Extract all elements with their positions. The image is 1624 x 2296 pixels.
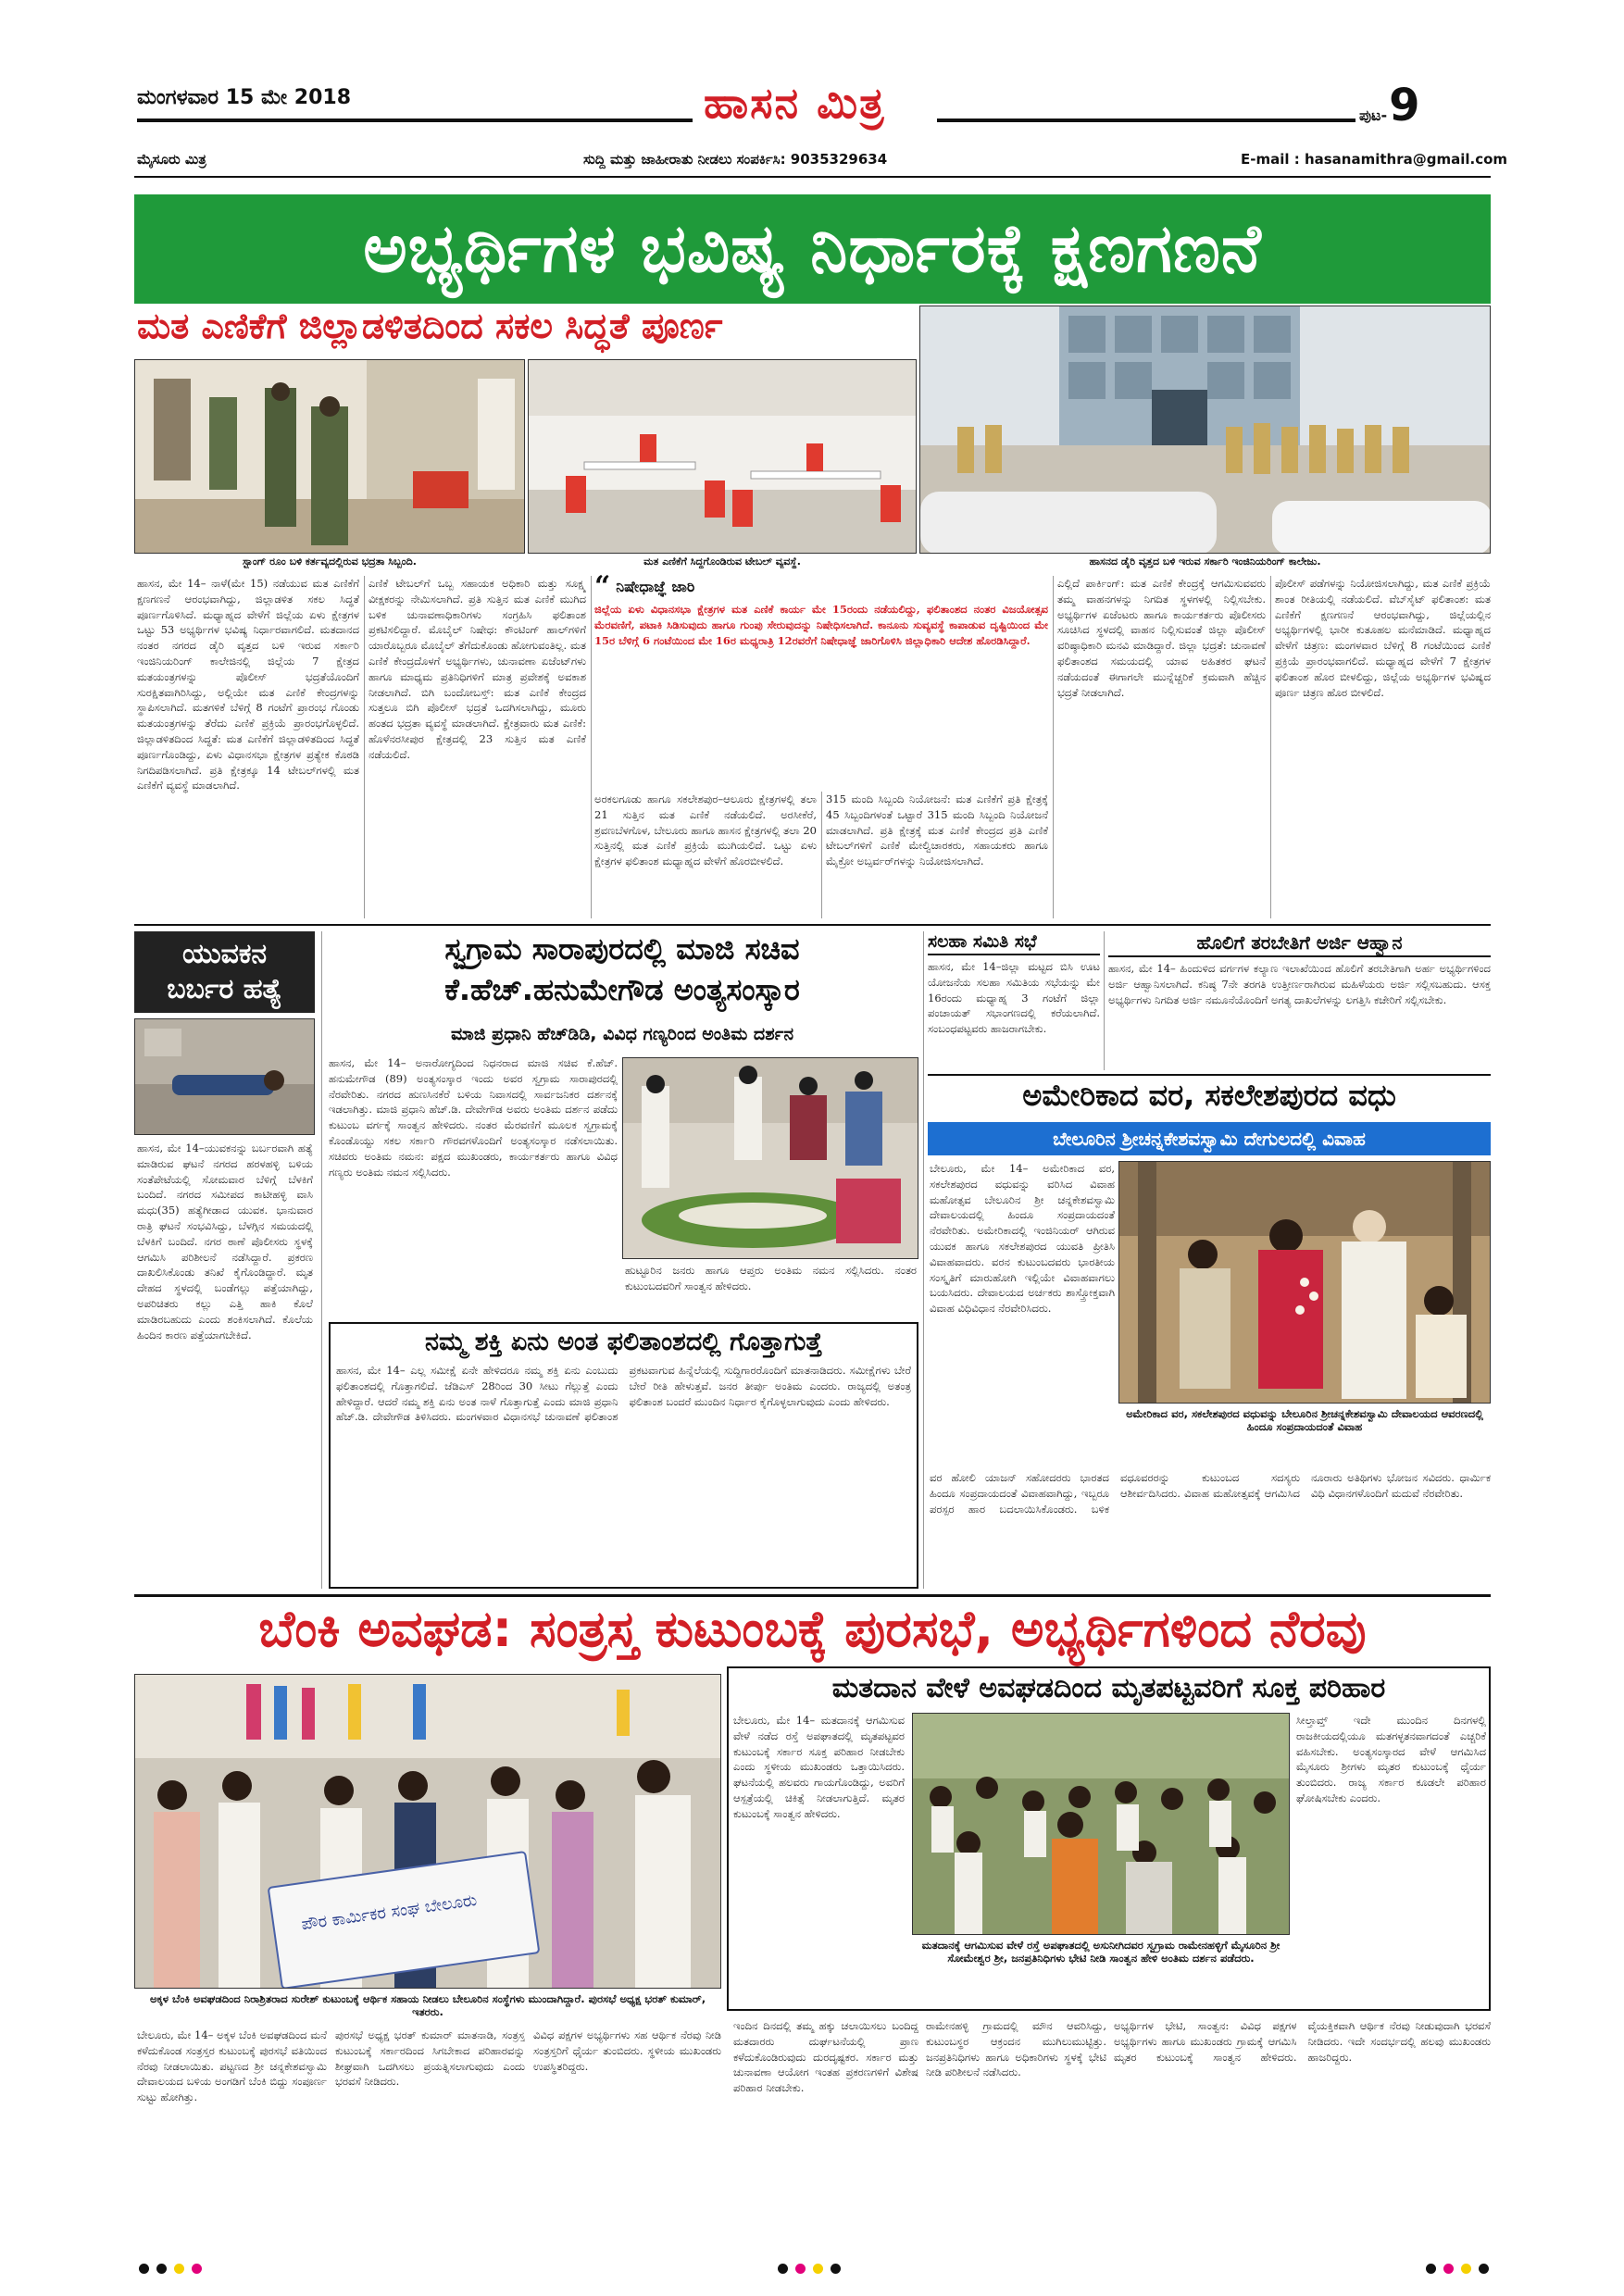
dot-yellow-3 bbox=[1461, 2264, 1471, 2274]
shakti-text: ಹಾಸನ, ಮೇ 14– ಎಲ್ಲ ಸಮೀಕ್ಷೆ ಏನೇ ಹೇಳಿದರೂ ನಮ್ಮ ಶಕ್ತಿ ಏನು ಎಂಬುದು ಫಲಿತಾಂಶದಲ್ಲಿ ಗೊತ್ತಾಗಲಿದೆ. ಜೆಡಿಎಸ್ 28ರಿಂದ 30 ಸೀಟು ಗೆಲ್ಲುತ್ತೆ ಎಂದು ಹೇಳಿದ್ದಾರೆ. ಆದರೆ ನಮ್ಮ ಶಕ್ತಿ ಏನು ಅಂತ ನಾಳೆ ಗೊತ್ತಾಗುತ್ತೆ ಎಂದು ಮಾಜಿ ಪ್ರಧಾನಿ ಹೆಚ್.ಡಿ. ದೇವೇಗೌಡ ತಿಳಿಸಿದರು. ಮಂಗಳವಾರ ವಿಧಾನಸಭೆ ಚುನಾವಣೆ ಫಲಿತಾಂಶ ಪ್ರಕಟವಾಗುವ ಹಿನ್ನೆಲೆಯಲ್ಲಿ ಸುದ್ದಿಗಾರರೊಂದಿಗೆ ಮಾತನಾಡಿದರು. ಸಮೀಕ್ಷೆಗಳು ಬೇರೆ ಬೇರೆ ರೀತಿ ಹೇಳುತ್ತವೆ. ಜನರ ತೀರ್ಪು ಅಂತಿಮ ಎಂದರು. ರಾಜ್ಯದಲ್ಲಿ ಅತಂತ್ರ ಫಲಿತಾಂಶ ಬಂದರೆ ಮುಂದಿನ ನಿರ್ಧಾರ ಕೈಗೊಳ್ಳಲಾಗುವುದು ಎಂದು ಹೇಳಿದರು. bbox=[336, 1364, 911, 1424]
compensation-photo bbox=[912, 1713, 1290, 1935]
holige-title: ಹೊಲಿಗೆ ತರಬೇತಿಗೆ ಅರ್ಜಿ ಆಹ್ವಾನ bbox=[1108, 931, 1491, 957]
shakti-title: ನಮ್ಮ ಶಕ್ತಿ ಏನು ಅಂತ ಫಲಿತಾಂಶದಲ್ಲಿ ಗೊತ್ತಾಗುತ್ತೆ bbox=[424, 1328, 823, 1356]
email-line: E-mail : hasanamithra@gmail.com bbox=[1241, 151, 1508, 168]
wedding-photo bbox=[1118, 1161, 1491, 1404]
registration-dots-left bbox=[139, 2264, 202, 2274]
wedding-subhead-bar bbox=[928, 1122, 1491, 1155]
dot-black-3 bbox=[778, 2264, 788, 2274]
fire-banner-headline: ಬೆಂಕಿ ಅವಘಡ: ಸಂತ್ರಸ್ತ ಕುಟುಂಬಕ್ಕೆ ಪುರಸಭೆ, ಅಭ್ಯರ್ಥಿಗಳಿಂದ ನೆರವು bbox=[258, 1600, 1367, 1658]
funeral-text: ಹಾಸನ, ಮೇ 14– ಅನಾರೋಗ್ಯದಿಂದ ನಿಧನರಾದ ಮಾಜಿ ಸಚಿವ ಕೆ.ಹೆಚ್. ಹನುಮೇಗೌಡ (89) ಅಂತ್ಯಸಂಸ್ಕಾರ ಇಂದು ಅವರ ಸ್ವಗ್ರಾಮ ಸಾರಾಪುರದಲ್ಲಿ ನೆರವೇರಿತು. ನಗರದ ಹುಣಸಿನಕೆರೆ ಬಳಿಯ ನಿವಾಸದಲ್ಲಿ ಸಾರ್ವಜನಿಕರ ದರ್ಶನಕ್ಕೆ ಇಡಲಾಗಿತ್ತು. ಮಾಜಿ ಪ್ರಧಾನಿ ಹೆಚ್.ಡಿ. ದೇವೇಗೌಡ ಅವರು ಅಂತಿಮ ದರ್ಶನ ಪಡೆದು ಕುಟುಂಬ ವರ್ಗಕ್ಕೆ ಸಾಂತ್ವನ ಹೇಳಿದರು. ನಂತರ ಮೆರವಣಿಗೆ ಮೂಲಕ ಸ್ವಗ್ರಾಮಕ್ಕೆ ಕೊಂಡೊಯ್ದು ಸಕಲ ಸರ್ಕಾರಿ ಗೌರವಗಳೊಂದಿಗೆ ಅಂತ್ಯಸಂಸ್ಕಾರ ನಡೆಸಲಾಯಿತು. ಸಚಿವರು ಅಂತಿಮ ನಮನ: ಪಕ್ಷದ ಮುಖಂಡರು, ಕಾರ್ಯಕರ್ತರು ಹಾಗೂ ವಿವಿಧ ಗಣ್ಯರು ಅಂತಿಮ ನಮನ ಸಲ್ಲಿಸಿದರು. bbox=[329, 1056, 618, 1179]
salaha-title: ಸಲಹಾ ಸಮಿತಿ ಸಭೆ bbox=[928, 931, 1100, 955]
strong-room-caption: ಸ್ಟ್ರಾಂಗ್ ರೂಂ ಬಳಿ ಕರ್ತವ್ಯದಲ್ಲಿರುವ ಭದ್ರತಾ ಸಿಬ್ಬಂದಿ. bbox=[243, 555, 417, 568]
murder-scene-illustration bbox=[135, 1019, 315, 1135]
holige-box bbox=[1108, 931, 1491, 1070]
murder-title-line-1: ಯುವಕನ bbox=[181, 938, 268, 970]
murder-title-line-2: ಬರ್ಬರ ಹತ್ಯೆ bbox=[167, 973, 282, 1005]
holige-text: ಹಾಸನ, ಮೇ 14– ಹಿಂದುಳಿದ ವರ್ಗಗಳ ಕಲ್ಯಾಣ ಇಲಾಖೆಯಿಂದ ಹೊಲಿಗೆ ತರಬೇತಿಗಾಗಿ ಅರ್ಹ ಅಭ್ಯರ್ಥಿಗಳಿಂದ ಅರ್ಜಿ ಆಹ್ವಾನಿಸಲಾಗಿದೆ. ಕನಿಷ್ಠ 7ನೇ ತರಗತಿ ಉತ್ತೀರ್ಣರಾಗಿರುವ ಮಹಿಳೆಯರು ಅರ್ಜಿ ಸಲ್ಲಿಸಬಹುದು. ಆಸಕ್ತ ಅಭ್ಯರ್ಥಿಗಳು ನಿಗದಿತ ಅರ್ಜಿ ನಮೂನೆಯೊಂದಿಗೆ ಅಗತ್ಯ ದಾಖಲೆಗಳನ್ನು ಲಗತ್ತಿಸಿ ಕಚೇರಿಗೆ ಸಲ್ಲಿಸಬೇಕು. bbox=[1108, 962, 1491, 1006]
comp-text-2: ಸೀಲ್ತಾವ್ತ್ ಇದೇ ಮುಂದಿನ ದಿನಗಳಲ್ಲಿ ರಾಜಕೀಯದಲ್ಲಿಯೂ ಮತಗಳ್ಳತನವಾಗದಂತೆ ಎಚ್ಚರಿಕೆ ವಹಿಸಬೇಕು. ಅಂತ್ಯಸಂಸ್ಕಾರದ ವೇಳೆ ಆಗಮಿಸಿದ ಮೈಸೂರು ಶ್ರೀಗಳು ಮೃತರ ಕುಟುಂಬಕ್ಕೆ ಧೈರ್ಯ ತುಂಬಿದರು. ರಾಜ್ಯ ಸರ್ಕಾರ ಕೂಡಲೇ ಪರಿಹಾರ ಘೋಷಿಸಬೇಕು ಎಂದರು. bbox=[1296, 1714, 1486, 1804]
registration-dots-center bbox=[778, 2264, 841, 2274]
dot-yellow bbox=[174, 2264, 184, 2274]
lead-column-2: ಎಣಿಕೆ ಟೇಬಲ್‌ಗೆ ಒಬ್ಬ ಸಹಾಯಕ ಅಧಿಕಾರಿ ಮತ್ತು ಸೂಕ್ಷ್ಮ ವೀಕ್ಷಕರನ್ನು ನೇಮಿಸಲಾಗಿದೆ. ಪ್ರತಿ ಸುತ್ತಿನ ಮತ ಎಣಿಕೆ ಮುಗಿದ ಬಳಿಕ ಚುನಾವಣಾಧಿಕಾರಿಗಳು ಸಂಗ್ರಹಿಸಿ ಫಲಿತಾಂಶ ಪ್ರಕಟಿಸಲಿದ್ದಾರೆ. ಮೊಬೈಲ್ ನಿಷೇಧ: ಕೌಂಟಿಂಗ್ ಹಾಲ್‌ಗಳಿಗೆ ಯಾರೊಬ್ಬರೂ ಮೊಬೈಲ್ ತೆಗೆದುಕೊಂಡು ಹೋಗುವಂತಿಲ್ಲ. ಮತ ಎಣಿಕೆ ಕೇಂದ್ರದೊಳಗೆ ಅಭ್ಯರ್ಥಿಗಳು, ಚುನಾವಣಾ ಏಜೆಂಟ್‌ಗಳು ಹಾಗೂ ಮಾಧ್ಯಮ ಪ್ರತಿನಿಧಿಗಳಿಗೆ ಮಾತ್ರ ಪ್ರವೇಶಕ್ಕೆ ಅವಕಾಶ ನೀಡಲಾಗಿದೆ. ಬಿಗಿ ಬಂದೋಬಸ್ತ್: ಮತ ಎಣಿಕೆ ಕೇಂದ್ರದ ಸುತ್ತಲೂ ಬಿಗಿ ಪೊಲೀಸ್ ಭದ್ರತೆ ಒದಗಿಸಲಾಗಿದ್ದು, ಮೂರು ಹಂತದ ಭದ್ರತಾ ವ್ಯವಸ್ಥೆ ಮಾಡಲಾಗಿದೆ. ಕ್ಷೇತ್ರವಾರು ಮತ ಎಣಿಕೆ: ಹೊಳೆನರಸೀಪುರ ಕ್ಷೇತ್ರದಲ್ಲಿ 23 ಸುತ್ತಿನ ಮತ ಎಣಿಕೆ ನಡೆಯಲಿದೆ. bbox=[369, 577, 586, 761]
wedding-title: ಅಮೇರಿಕಾದ ವರ, ಸಕಲೇಶಪುರದ ವಧು bbox=[1022, 1078, 1396, 1113]
bottom-section-rule bbox=[134, 1594, 1491, 1597]
wedding-text-2: ವರ ಹೋಲಿ ಯಾಜನ್ ಸಹೋದರರು ಭಾರತದ ಹಿಂದೂ ಸಂಪ್ರದಾಯದಂತೆ ವಿವಾಹವಾಗಿದ್ದು, ಇಬ್ಬರೂ ಪರಸ್ಪರ ಹಾರ ಬದಲಾಯಿಸಿಕೊಂಡರು. ಬಳಿಕ ವಧೂವರರನ್ನು ಕುಟುಂಬದ ಸದಸ್ಯರು ಆಶೀರ್ವದಿಸಿದರು. ವಿವಾಹ ಮಹೋತ್ಸವಕ್ಕೆ ಆಗಮಿಸಿದ ನೂರಾರು ಅತಿಥಿಗಳು ಭೋಜನ ಸವಿದರು. ಧಾರ್ಮಿಕ ವಿಧಿ ವಿಧಾನಗಳೊಂದಿಗೆ ಮದುವೆ ನೆರವೇರಿತು. bbox=[930, 1471, 1491, 1516]
counting-tables-photo bbox=[528, 359, 917, 554]
masthead-bottom-rule bbox=[134, 176, 1491, 178]
lead-banner bbox=[134, 194, 1491, 304]
comp-text-3: ಇಂದಿನ ದಿನದಲ್ಲಿ ತಮ್ಮ ಹಕ್ಕು ಚಲಾಯಿಸಲು ಬಂದಿದ್ದ ಮತದಾರರು ದುರ್ಘಟನೆಯಲ್ಲಿ ಪ್ರಾಣ ಕಳೆದುಕೊಂಡಿರುವುದು ದುರದೃಷ್ಟಕರ. ಸರ್ಕಾರ ಮತ್ತು ಚುನಾವಣಾ ಆಯೋಗ ಇಂತಹ ಪ್ರಕರಣಗಳಿಗೆ ವಿಶೇಷ ಪರಿಹಾರ ನೀಡಬೇಕು. bbox=[733, 2019, 918, 2095]
lead-col-divider-4 bbox=[1053, 576, 1054, 918]
lead-column-1: ಹಾಸನ, ಮೇ 14– ನಾಳೆ(ಮೇ 15) ನಡೆಯುವ ಮತ ಎಣಿಕೆಗೆ ಕ್ಷಣಗಣನೆ ಆರಂಭವಾಗಿದ್ದು, ಜಿಲ್ಲಾಡಳಿತ ಸಕಲ ಸಿದ್ಧತೆ ಪೂರ್ಣಗೊಳಿಸಿದೆ. ಮಧ್ಯಾಹ್ನದ ವೇಳೆಗೆ ಜಿಲ್ಲೆಯ ಏಳು ಕ್ಷೇತ್ರಗಳ ಒಟ್ಟು 53 ಅಭ್ಯರ್ಥಿಗಳ ಭವಿಷ್ಯ ನಿರ್ಧಾರವಾಗಲಿದೆ. ಮತದಾನದ ನಂತರ ನಗರದ ಡೈರಿ ವೃತ್ತದ ಬಳಿ ಇರುವ ಸರ್ಕಾರಿ ಇಂಜಿನಿಯರಿಂಗ್ ಕಾಲೇಜಿನಲ್ಲಿ ಜಿಲ್ಲೆಯ 7 ಕ್ಷೇತ್ರದ ಮತಯಂತ್ರಗಳನ್ನು ಪೊಲೀಸ್ ಭದ್ರತೆಯೊಂದಿಗೆ ಸುರಕ್ಷಿತವಾಗಿರಿಸಿದ್ದು, ಅಲ್ಲಿಯೇ ಮತ ಎಣಿಕೆ ಕೇಂದ್ರಗಳನ್ನು ಸ್ಥಾಪಿಸಲಾಗಿದೆ. ಮತಗಳಿಕೆ ಬೆಳಿಗ್ಗೆ 8 ಗಂಟೆಗೆ ಪ್ರಾರಂಭ ಗೊಂಡು ಮತಯಂತ್ರಗಳನ್ನು ತೆರೆದು ಎಣಿಕೆ ಪ್ರಕ್ರಿಯೆ ಪ್ರಾರಂಭಗೊಳ್ಳಲಿದೆ. ಜಿಲ್ಲಾಡಳಿತದಿಂದ ಸಿದ್ಧತೆ: ಮತ ಎಣಿಕೆಗೆ ಜಿಲ್ಲಾಡಳಿತದಿಂದ ಸಿದ್ಧತೆ ಪೂರ್ಣಗೊಂಡಿದ್ದು, ಏಳು ವಿಧಾನಸಭಾ ಕ್ಷೇತ್ರಗಳ ಪ್ರತ್ಯೇಕ ಕೊಠಡಿ ನಿಗದಿಪಡಿಸಲಾಗಿದೆ. ಪ್ರತಿ ಕ್ಷೇತ್ರಕ್ಕೂ 14 ಟೇಬಲ್‌ಗಳಲ್ಲಿ ಮತ ಎಣಿಕೆಗೆ ವ್ಯವಸ್ಥೆ ಮಾಡಲಾಗಿದೆ. bbox=[137, 577, 359, 792]
prohibitory-order-text: ಜಿಲ್ಲೆಯ ಏಳು ವಿಧಾನಸಭಾ ಕ್ಷೇತ್ರಗಳ ಮತ ಎಣಿಕೆ ಕಾರ್ಯ ಮೇ 15ರಂದು ನಡೆಯಲಿದ್ದು, ಫಲಿತಾಂಶದ ನಂತರ ವಿಜಯೋತ್ಸವ ಮೆರವಣಿಗೆ, ಪಟಾಕಿ ಸಿಡಿಸುವುದು ಹಾಗೂ ಗುಂಪು ಸೇರುವುದನ್ನು ನಿಷೇಧಿಸಲಾಗಿದೆ. ಕಾನೂನು ಸುವ್ಯವಸ್ಥೆ ಕಾಪಾಡುವ ದೃಷ್ಟಿಯಿಂದ ಮೇ 15ರ ಬೆಳಿಗ್ಗೆ 6 ಗಂಟೆಯಿಂದ ಮೇ 16ರ ಮಧ್ಯರಾತ್ರಿ 12ರವರೆಗೆ ನಿಷೇಧಾಜ್ಞೆ ಜಾರಿಗೊಳಿಸಿ ಜಿಲ್ಲಾಧಿಕಾರಿ ಆದೇಶ ಹೊರಡಿಸಿದ್ದಾರೆ. bbox=[594, 603, 1048, 647]
counting-tables-caption: ಮತ ಎಣಿಕೆಗೆ ಸಿದ್ಧಗೊಂಡಿರುವ ಟೇಬಲ್ ವ್ಯವಸ್ಥೆ. bbox=[643, 555, 801, 568]
prohibitory-order-title: ನಿಷೇಧಾಜ್ಞೆ ಜಾರಿ bbox=[616, 578, 695, 595]
salaha-text: ಹಾಸನ, ಮೇ 14–ಜಿಲ್ಲಾ ಮಟ್ಟದ ಬಿಸಿ ಊಟ ಯೋಜನೆಯ ಸಲಹಾ ಸಮಿತಿಯ ಸಭೆಯನ್ನು ಮೇ 16ರಂದು ಮಧ್ಯಾಹ್ನ 3 ಗಂಟೆಗೆ ಜಿಲ್ಲಾ ಪಂಚಾಯತ್ ಸಭಾಂಗಣದಲ್ಲಿ ಕರೆಯಲಾಗಿದೆ. ಸಂಬಂಧಪಟ್ಟವರು ಹಾಜರಾಗಬೇಕು. bbox=[928, 960, 1100, 1036]
strong-room-photo bbox=[134, 359, 525, 554]
page-number: 9 bbox=[1389, 80, 1420, 131]
college-illustration bbox=[920, 306, 1491, 554]
page-label: ಪುಟ- bbox=[1359, 106, 1388, 124]
lead-column-6: ಪೊಲೀಸ್ ಪಡೆಗಳನ್ನು ನಿಯೋಜಿಸಲಾಗಿದ್ದು, ಮತ ಎಣಿಕೆ ಪ್ರಕ್ರಿಯೆ ಶಾಂತ ರೀತಿಯಲ್ಲಿ ನಡೆಯಲಿದೆ. ವೆಬ್‌ಸೈಟ್ ಫಲಿತಾಂಶ: ಮತ ಎಣಿಕೆಗೆ ಕ್ಷಣಗಣನೆ ಆರಂಭವಾಗಿದ್ದು, ಜಿಲ್ಲೆಯಲ್ಲಿನ ಅಭ್ಯರ್ಥಿಗಳಲ್ಲಿ ಭಾರೀ ಕುತೂಹಲ ಮನೆಮಾಡಿದೆ. ಮಧ್ಯಾಹ್ನದ ವೇಳೆಗೆ ಚಿತ್ರಣ: ಮಂಗಳವಾರ ಬೆಳಿಗ್ಗೆ 8 ಗಂಟೆಯಿಂದ ಎಣಿಕೆ ಪ್ರಕ್ರಿಯೆ ಪ್ರಾರಂಭವಾಗಲಿದೆ. ಮಧ್ಯಾಹ್ನದ ವೇಳೆಗೆ 7 ಕ್ಷೇತ್ರಗಳ ಫಲಿತಾಂಶ ಹೊರ ಬೀಳಲಿದ್ದು, ಜಿಲ್ಲೆಯ ಅಭ್ಯರ್ಥಿಗಳ ಭವಿಷ್ಯದ ಪೂರ್ಣ ಚಿತ್ರಣ ಹೊರ ಬೀಳಲಿದೆ. bbox=[1275, 577, 1491, 699]
lead-column-3: ಅರಕಲಗೂಡು ಹಾಗೂ ಸಕಲೇಶಪುರ–ಆಲೂರು ಕ್ಷೇತ್ರಗಳಲ್ಲಿ ತಲಾ 21 ಸುತ್ತಿನ ಮತ ಎಣಿಕೆ ನಡೆಯಲಿದೆ. ಅರಸೀಕೆರೆ, ಶ್ರವಣಬೆಳಗೊಳ, ಬೇಲೂರು ಹಾಗೂ ಹಾಸನ ಕ್ಷೇತ್ರಗಳಲ್ಲಿ ತಲಾ 20 ಸುತ್ತಿನಲ್ಲಿ ಮತ ಎಣಿಕೆ ಪ್ರಕ್ರಿಯೆ ಮುಗಿಯಲಿದೆ. ಒಟ್ಟು ಏಳು ಕ್ಷೇತ್ರಗಳ ಫಲಿತಾಂಶ ಮಧ್ಯಾಹ್ನದ ವೇಳೆಗೆ ಹೊರಬೀಳಲಿದೆ. bbox=[594, 792, 817, 868]
murder-divider bbox=[321, 931, 322, 1589]
dot-black-5 bbox=[1426, 2264, 1436, 2274]
compensation-illustration bbox=[913, 1714, 1290, 1935]
lead-column-4-text: 315 ಮಂದಿ ಸಿಬ್ಬಂದಿ ನಿಯೋಜನೆ: ಮತ ಎಣಿಕೆಗೆ ಪ್ರತಿ ಕ್ಷೇತ್ರಕ್ಕೆ 45 ಸಿಬ್ಬಂದಿಗಳಂತೆ ಒಟ್ಟಾರೆ 315 ಮಂದಿ ಸಿಬ್ಬಂದಿ ನಿಯೋಜನೆ ಮಾಡಲಾಗಿದೆ. ಪ್ರತಿ ಕ್ಷೇತ್ರಕ್ಕೆ ಮತ ಎಣಿಕೆ ಕೇಂದ್ರದ ಪ್ರತಿ ಎಣಿಕೆ ಟೇಬಲ್‌ಗಳಿಗೆ ಎಣಿಕೆ ಮೇಲ್ವಿಚಾರಕರು, ಸಹಾಯಕರು ಹಾಗೂ ಮೈಕ್ರೋ ಅಬ್ಸರ್ವರ್‌ಗಳನ್ನು ನಿಯೋಜಿಸಲಾಗಿದೆ. bbox=[826, 792, 1048, 868]
lead-column-5: ಎಲ್ಲಿದೆ ಪಾರ್ಕಿಂಗ್: ಮತ ಎಣಿಕೆ ಕೇಂದ್ರಕ್ಕೆ ಆಗಮಿಸುವವರು ತಮ್ಮ ವಾಹನಗಳನ್ನು ನಿಗದಿತ ಸ್ಥಳಗಳಲ್ಲಿ ನಿಲ್ಲಿಸಬೇಕು. ಅಭ್ಯರ್ಥಿಗಳ ಏಜೆಂಟರು ಹಾಗೂ ಕಾರ್ಯಕರ್ತರು ಪೊಲೀಸರು ಸೂಚಿಸಿದ ಸ್ಥಳದಲ್ಲಿ ವಾಹನ ನಿಲ್ಲಿಸುವಂತೆ ಜಿಲ್ಲಾ ಪೊಲೀಸ್ ವರಿಷ್ಠಾಧಿಕಾರಿ ಮನವಿ ಮಾಡಿದ್ದಾರೆ. ಜಿಲ್ಲಾ ಭದ್ರತೆ: ಚುನಾವಣೆ ಫಲಿತಾಂಶದ ಸಮಯದಲ್ಲಿ ಯಾವ ಅಹಿತಕರ ಘಟನೆ ನಡೆಯದಂತೆ ಈಗಾಗಲೇ ಮುನ್ನೆಚ್ಚರಿಕೆ ಕ್ರಮವಾಗಿ ಹೆಚ್ಚಿನ ಭದ್ರತೆ ನೀಡಲಾಗಿದೆ. bbox=[1057, 577, 1266, 699]
murder-title-box bbox=[134, 931, 315, 1013]
wedding-illustration bbox=[1119, 1162, 1491, 1404]
engineering-college-caption: ಹಾಸನದ ಡೈರಿ ವೃತ್ತದ ಬಳಿ ಇರುವ ಸರ್ಕಾರಿ ಇಂಜಿನಿಯರಿಂಗ್ ಕಾಲೇಜು. bbox=[1089, 555, 1321, 568]
fire-text-2: ಪುರಸಭೆ ಅಧ್ಯಕ್ಷ ಭರತ್ ಕುಮಾರ್ ಮಾತನಾಡಿ, ಸಂತ್ರಸ್ತ ಕುಟುಂಬಕ್ಕೆ ಸರ್ಕಾರದಿಂದ ಸಿಗಬೇಕಾದ ಪರಿಹಾರವನ್ನು ಶೀಘ್ರವಾಗಿ ಒದಗಿಸಲು ಪ್ರಯತ್ನಿಸಲಾಗುವುದು ಎಂದು ಭರವಸೆ ನೀಡಿದರು. bbox=[335, 2028, 525, 2089]
wedding-top-rule bbox=[928, 1074, 1491, 1076]
lead-col-divider-1 bbox=[364, 576, 365, 918]
quote-icon: “ bbox=[594, 570, 611, 603]
lead-subhead: ಮತ ಎಣಿಕೆಗೆ ಜಿಲ್ಲಾಡಳಿತದಿಂದ ಸಕಲ ಸಿದ್ಧತೆ ಪೂರ್ಣ bbox=[137, 306, 723, 346]
masthead-date: ಮಂಗಳವಾರ 15 ಮೇ 2018 bbox=[137, 86, 352, 109]
dot-black-2 bbox=[156, 2264, 167, 2274]
comp-text-5: ಅಭ್ಯರ್ಥಿಗಳ ಭೇಟಿ, ಸಾಂತ್ವನ: ವಿವಿಧ ಪಕ್ಷಗಳ ಅಭ್ಯರ್ಥಿಗಳು ಹಾಗೂ ಮುಖಂಡರು ಗ್ರಾಮಕ್ಕೆ ಆಗಮಿಸಿ ಮೃತರ ಕುಟುಂಬಕ್ಕೆ ಸಾಂತ್ವನ ಹೇಳಿದರು. ವೈಯಕ್ತಿಕವಾಗಿ ಆರ್ಥಿಕ ನೆರವು ನೀಡುವುದಾಗಿ ಭರವಸೆ ನೀಡಿದರು. ಇದೇ ಸಂದರ್ಭದಲ್ಲಿ ಹಲವು ಮುಖಂಡರು ಹಾಜರಿದ್ದರು. bbox=[1114, 2019, 1491, 2064]
funeral-photo bbox=[622, 1057, 918, 1259]
edition-name: ಮೈಸೂರು ಮಿತ್ರ bbox=[137, 151, 206, 168]
compensation-caption: ಮತದಾನಕ್ಕೆ ಆಗಮಿಸುವ ವೇಳೆ ರಸ್ತೆ ಅಪಘಾತದಲ್ಲಿ ಅಸುನೀಗಿದವರ ಸ್ವಗ್ರಾಮ ರಾಮೇನಹಳ್ಳಿಗೆ ಮೈಸೂರಿನ ಶ್ರೀ ಸೋಮೇಶ್ವರ ಶ್ರೀ, ಜನಪ್ರತಿನಿಧಿಗಳು ಭೇಟಿ ನೀಡಿ ಸಾಂತ್ವನ ಹೇಳಿ ಅಂತಿಮ ದರ್ಶನ ಪಡೆದರು. bbox=[921, 1939, 1280, 1965]
contact-line: ಸುದ್ದಿ ಮತ್ತು ಜಾಹೀರಾತು ನೀಡಲು ಸಂಪರ್ಕಿಸಿ: 9035329634 bbox=[583, 151, 888, 168]
engineering-college-photo bbox=[919, 306, 1491, 554]
dot-black bbox=[139, 2264, 149, 2274]
lead-col-divider-2 bbox=[591, 576, 592, 918]
shakti-box bbox=[329, 1322, 918, 1589]
fire-text-1: ಬೇಲೂರು, ಮೇ 14– ಅಕ್ಕಳ ಬೆಂಕಿ ಅವಘಡದಿಂದ ಮನೆ ಕಳೆದುಕೊಂಡ ಸಂತ್ರಸ್ತರ ಕುಟುಂಬಕ್ಕೆ ಪುರಸಭೆ ವತಿಯಿಂದ ನೆರವು ನೀಡಲಾಯಿತು. ಪಟ್ಟಣದ ಶ್ರೀ ಚನ್ನಕೇಶವಸ್ವಾಮಿ ದೇವಾಲಯದ ಬಳಿಯ ಅಂಗಡಿಗೆ ಬೆಂಕಿ ಬಿದ್ದು ಸಂಪೂರ್ಣ ಸುಟ್ಟು ಹೋಗಿತ್ತು. bbox=[137, 2028, 327, 2104]
dot-magenta-2 bbox=[795, 2264, 806, 2274]
murder-text: ಹಾಸನ, ಮೇ 14–ಯುವಕನನ್ನು ಬರ್ಬರವಾಗಿ ಹತ್ಯೆ ಮಾಡಿರುವ ಘಟನೆ ನಗರದ ಹರಳಹಳ್ಳಿ ಬಳಿಯ ಸಂತೆಪೇಟೆಯಲ್ಲಿ ಸೋಮವಾರ ಬೆಳಿಗ್ಗೆ ಬೆಳಕಿಗೆ ಬಂದಿದೆ. ನಗರದ ಸಮೀಪದ ಕಾಟೀಹಳ್ಳಿ ವಾಸಿ ಮಧು(35) ಹತ್ಯೆಗೀಡಾದ ಯುವಕ. ಭಾನುವಾರ ರಾತ್ರಿ ಘಟನೆ ಸಂಭವಿಸಿದ್ದು, ಬೆಳಗ್ಗಿನ ಸಮಯದಲ್ಲಿ ಬೆಳಕಿಗೆ ಬಂದಿದೆ. ನಗರ ಠಾಣೆ ಪೊಲೀಸರು ಸ್ಥಳಕ್ಕೆ ಆಗಮಿಸಿ ಪರಿಶೀಲನೆ ನಡೆಸಿದ್ದಾರೆ. ಪ್ರಕರಣ ದಾಖಲಿಸಿಕೊಂಡು ತನಿಖೆ ಕೈಗೊಂಡಿದ್ದಾರೆ. ಮೃತ ದೇಹದ ಸ್ಥಳದಲ್ಲಿ ಬಂಡೆಗಲ್ಲು ಪತ್ತೆಯಾಗಿದ್ದು, ಅಪರಿಚಿತರು ಕಲ್ಲು ಎತ್ತಿ ಹಾಕಿ ಕೊಲೆ ಮಾಡಿರಬಹುದು ಎಂದು ಶಂಕಿಸಲಾಗಿದೆ. ಕೊಲೆಯ ಹಿಂದಿನ ಕಾರಣ ಪತ್ತೆಯಾಗಬೇಕಿದೆ. bbox=[137, 1142, 313, 1341]
compensation-title: ಮತದಾನ ವೇಳೆ ಅವಘಡದಿಂದ ಮೃತಪಟ್ಟವರಿಗೆ ಸೂಕ್ತ ಪರಿಹಾರ bbox=[831, 1672, 1386, 1704]
paper-name-logo: ಹಾಸನ ಮಿತ್ರ bbox=[704, 78, 886, 128]
funeral-illustration bbox=[623, 1058, 918, 1259]
counting-tables-illustration bbox=[529, 360, 917, 554]
fire-relief-photo bbox=[134, 1674, 721, 1989]
banner-text-in-photo: ಪೌರ ಕಾರ್ಮಿಕರ ಸಂಘ ಬೇಲೂರು bbox=[300, 1890, 479, 1935]
funeral-title-line-2: ಕೆ.ಹೆಚ್.ಹನುಮೇಗೌಡ ಅಂತ್ಯಸಂಸ್ಕಾರ bbox=[444, 972, 800, 1007]
page-number-block bbox=[1359, 80, 1420, 131]
fire-text-3: ವಿವಿಧ ಪಕ್ಷಗಳ ಅಭ್ಯರ್ಥಿಗಳು ಸಹ ಆರ್ಥಿಕ ನೆರವು ನೀಡಿ ಸಂತ್ರಸ್ತರಿಗೆ ಧೈರ್ಯ ತುಂಬಿದರು. ಸ್ಥಳೀಯ ಮುಖಂಡರು ಉಪಸ್ಥಿತರಿದ್ದರು. bbox=[533, 2028, 721, 2073]
masthead-rule-left bbox=[137, 119, 693, 122]
lead-col-divider-3 bbox=[821, 792, 822, 918]
fire-relief-caption: ಅಕ್ಕಳ ಬೆಂಕಿ ಅವಘಡದಿಂದ ನಿರಾಶ್ರಿತರಾದ ಸುರೇಶ್ ಕುಟುಂಬಕ್ಕೆ ಆರ್ಥಿಕ ಸಹಾಯ ನೀಡಲು ಬೇಲೂರಿನ ಸಂಸ್ಥೆಗಳು ಮುಂದಾಗಿದ್ದಾರೆ. ಪುರಸಭೆ ಅಧ್ಯಕ್ಷ ಭರತ್ ಕುಮಾರ್, ಇತರರು. bbox=[149, 1992, 706, 2018]
dot-magenta bbox=[192, 2264, 202, 2274]
prohibitory-order-box bbox=[594, 570, 1048, 787]
comp-text-4: ರಾಮೇನಹಳ್ಳಿ ಗ್ರಾಮದಲ್ಲಿ ಮೌನ ಆವರಿಸಿದ್ದು, ಕುಟುಂಬಸ್ಥರ ಆಕ್ರಂದನ ಮುಗಿಲುಮುಟ್ಟಿತ್ತು. ಜನಪ್ರತಿನಿಧಿಗಳು ಹಾಗೂ ಅಧಿಕಾರಿಗಳು ಸ್ಥಳಕ್ಕೆ ಭೇಟಿ ನೀಡಿ ಪರಿಶೀಲನೆ ನಡೆಸಿದರು. bbox=[926, 2019, 1106, 2079]
funeral-subhead: ಮಾಜಿ ಪ್ರಧಾನಿ ಹೆಚ್‌ಡಿಡಿ, ವಿವಿಧ ಗಣ್ಯರಿಂದ ಅಂತಿಮ ದರ್ಶನ bbox=[450, 1024, 794, 1044]
funeral-title-line-1: ಸ್ವಗ್ರಾಮ ಸಾರಾಪುರದಲ್ಲಿ ಮಾಜಿ ಸಚಿವ bbox=[444, 931, 800, 967]
wedding-text: ಬೇಲೂರು, ಮೇ 14– ಅಮೇರಿಕಾದ ವರ, ಸಕಲೇಶಪುರದ ವಧುವನ್ನು ವರಿಸಿದ ವಿವಾಹ ಮಹೋತ್ಸವ ಬೇಲೂರಿನ ಶ್ರೀ ಚನ್ನಕೇಶವಸ್ವಾಮಿ ದೇವಾಲಯದಲ್ಲಿ ಹಿಂದೂ ಸಂಪ್ರದಾಯದಂತೆ ನೆರವೇರಿತು. ಅಮೇರಿಕಾದಲ್ಲಿ ಇಂಜಿನಿಯರ್ ಆಗಿರುವ ಯುವಕ ಹಾಗೂ ಸಕಲೇಶಪುರದ ಯುವತಿ ಪ್ರೀತಿಸಿ ವಿವಾಹವಾದರು. ವರನ ಕುಟುಂಬದವರು ಭಾರತೀಯ ಸಂಸ್ಕೃತಿಗೆ ಮಾರುಹೋಗಿ ಇಲ್ಲಿಯೇ ವಿವಾಹವಾಗಲು ಬಯಸಿದರು. ದೇವಾಲಯದ ಅರ್ಚಕರು ಶಾಸ್ತ್ರೋಕ್ತವಾಗಿ ವಿವಾಹ ವಿಧಿವಿಧಾನ ನೆರವೇರಿಸಿದರು. bbox=[930, 1162, 1115, 1316]
strong-room-illustration bbox=[135, 360, 525, 554]
wedding-subhead: ಬೇಲೂರಿನ ಶ್ರೀಚನ್ನಕೇಶವಸ್ವಾಮಿ ದೇಗುಲದಲ್ಲಿ ವಿವಾಹ bbox=[1053, 1128, 1366, 1150]
dot-black-6 bbox=[1479, 2264, 1489, 2274]
funeral-text-2: ಹುಟ್ಟೂರಿನ ಜನರು ಹಾಗೂ ಆಪ್ತರು ಅಂತಿಮ ನಮನ ಸಲ್ಲಿಸಿದರು. ನಂತರ ಕುಟುಂಬದವರಿಗೆ ಸಾಂತ್ವನ ಹೇಳಿದರು. bbox=[625, 1264, 917, 1292]
salaha-divider bbox=[1104, 931, 1105, 1070]
mid-divider bbox=[923, 931, 924, 1589]
registration-dots-right bbox=[1426, 2264, 1489, 2274]
lead-headline: ಅಭ್ಯರ್ಥಿಗಳ ಭವಿಷ್ಯ ನಿರ್ಧಾರಕ್ಕೆ ಕ್ಷಣಗಣನೆ bbox=[363, 209, 1262, 287]
lead-col-divider-5 bbox=[1270, 576, 1271, 918]
salaha-box bbox=[928, 931, 1100, 1070]
dot-yellow-2 bbox=[813, 2264, 823, 2274]
dot-magenta-3 bbox=[1443, 2264, 1454, 2274]
lead-column-4 bbox=[826, 792, 1048, 918]
lead-bottom-rule bbox=[134, 924, 1491, 926]
comp-text-1: ಬೇಲೂರು, ಮೇ 14– ಮತದಾನಕ್ಕೆ ಆಗಮಿಸುವ ವೇಳೆ ನಡೆದ ರಸ್ತೆ ಅಪಘಾತದಲ್ಲಿ ಮೃತಪಟ್ಟವರ ಕುಟುಂಬಕ್ಕೆ ಸರ್ಕಾರ ಸೂಕ್ತ ಪರಿಹಾರ ನೀಡಬೇಕು ಎಂದು ಸ್ಥಳೀಯ ಮುಖಂಡರು ಒತ್ತಾಯಿಸಿದರು. ಘಟನೆಯಲ್ಲಿ ಹಲವರು ಗಾಯಗೊಂಡಿದ್ದು, ಅವರಿಗೆ ಆಸ್ಪತ್ರೆಯಲ್ಲಿ ಚಿಕಿತ್ಸೆ ನೀಡಲಾಗುತ್ತಿದೆ. ಮೃತರ ಕುಟುಂಬಕ್ಕೆ ಸಾಂತ್ವನ ಹೇಳಿದರು. bbox=[733, 1714, 905, 1820]
wedding-caption: ಅಮೇರಿಕಾದ ವರ, ಸಕಲೇಶಪುರದ ವಧುವನ್ನು ಬೇಲೂರಿನ ಶ್ರೀಚನ್ನಕೇಶವಸ್ವಾಮಿ ದೇವಾಲಯದ ಆವರಣದಲ್ಲಿ ಹಿಂದೂ ಸಂಪ್ರದಾಯದಂತೆ ವಿವಾಹ bbox=[1126, 1407, 1483, 1433]
dot-black-4 bbox=[831, 2264, 841, 2274]
fire-relief-illustration bbox=[135, 1675, 721, 1989]
murder-scene-photo bbox=[134, 1018, 315, 1135]
masthead-rule-right bbox=[937, 119, 1355, 122]
